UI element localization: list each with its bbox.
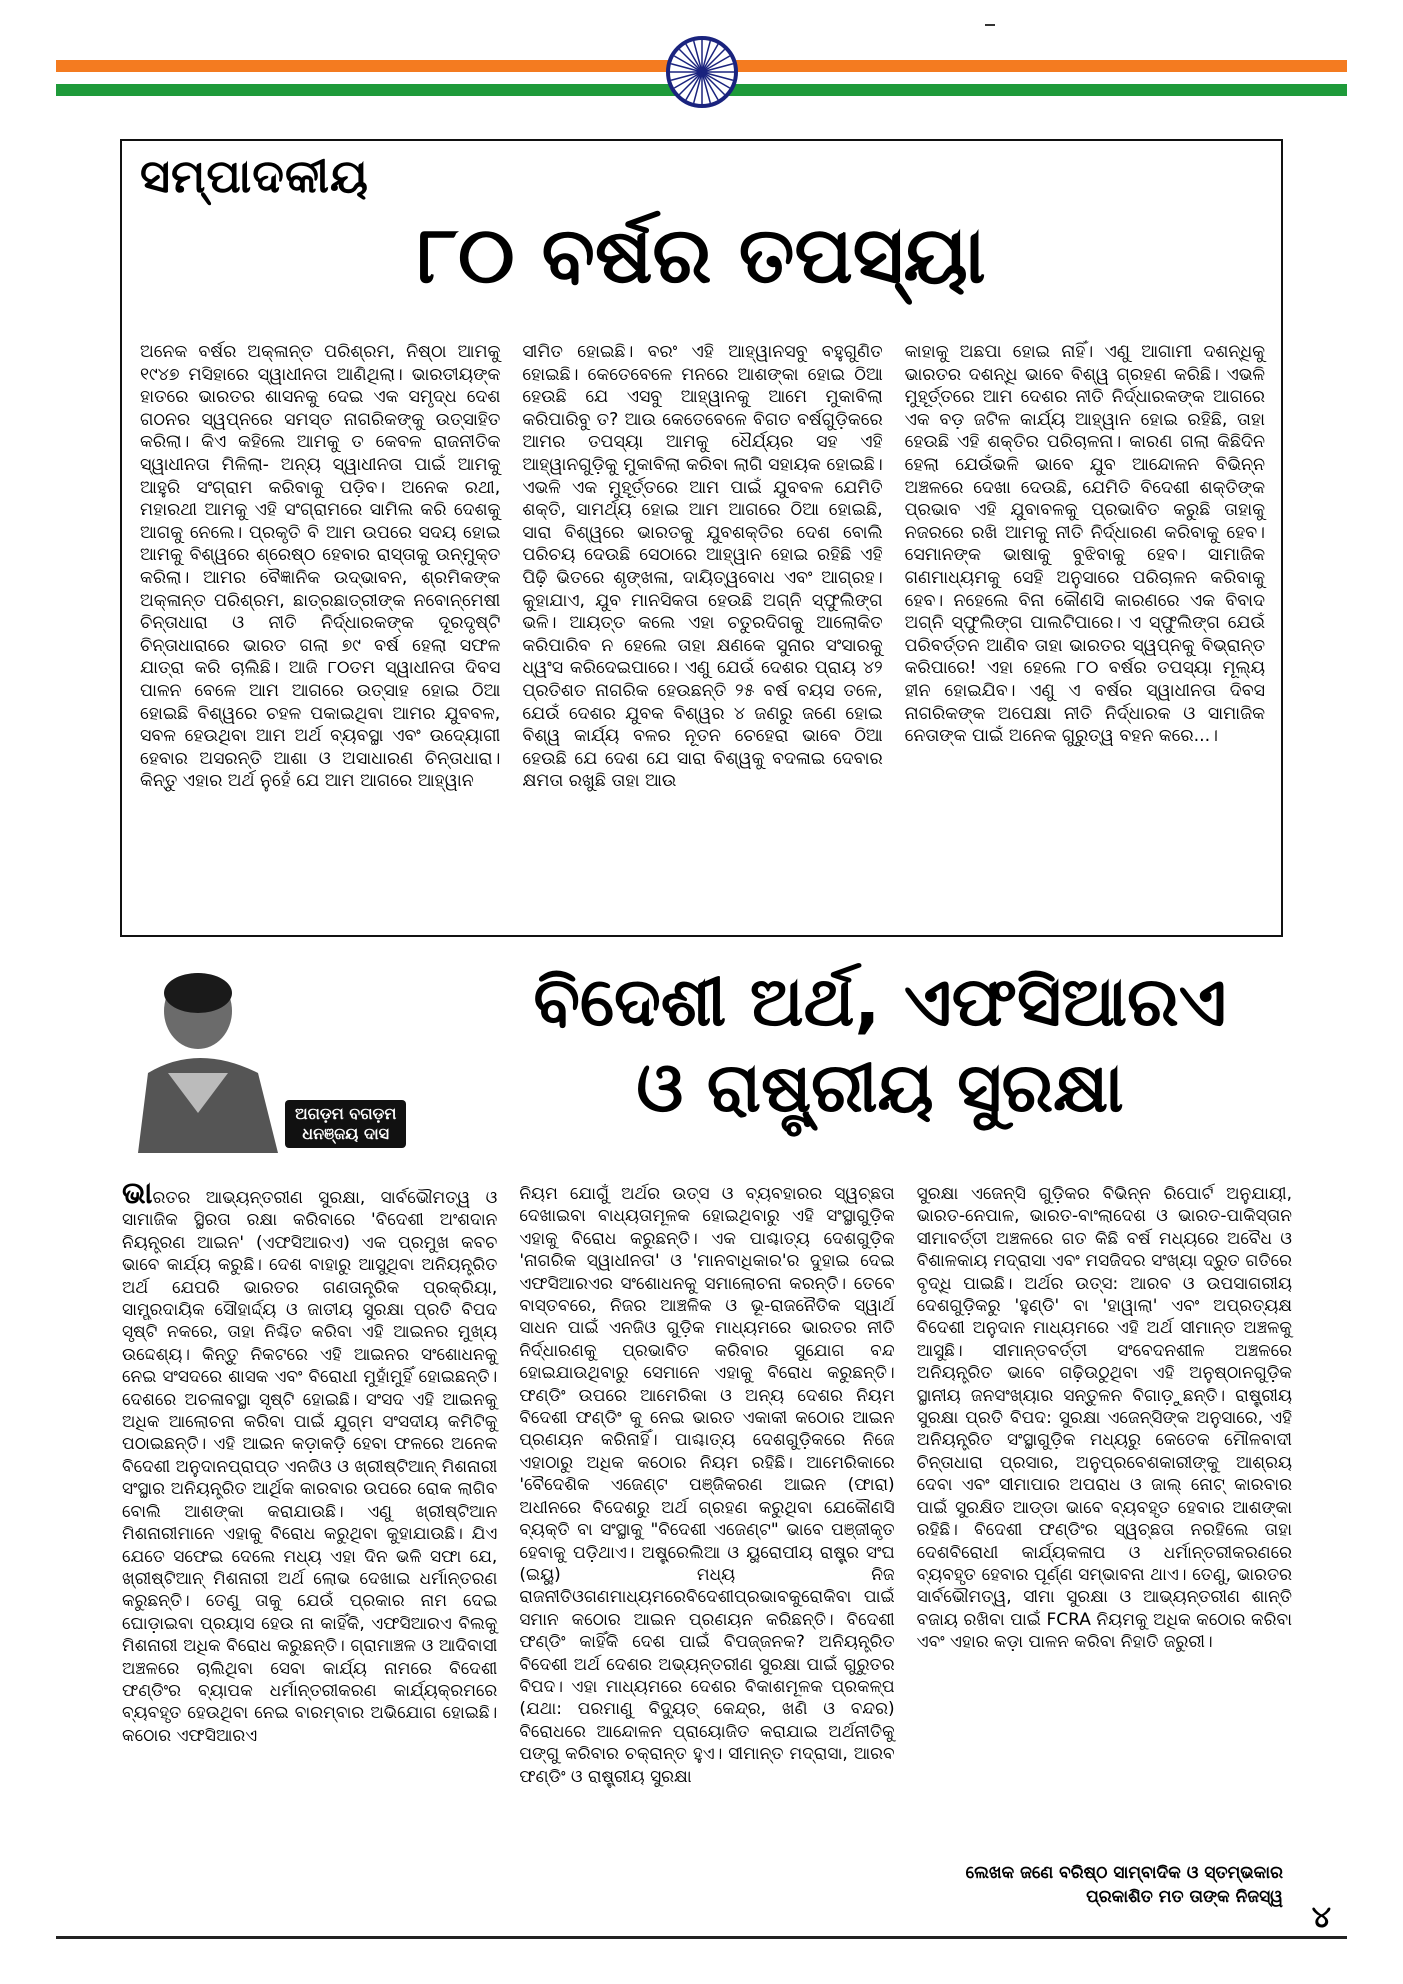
editorial-column-3: କାହାକୁ ଅଛପା ହୋଇ ନାହିଁ। ଏଣୁ ଆଗାମୀ ଦଶନ୍ଧିକୁ ଭାରତର ଦଶନ୍ଧି ଭାବେ ବିଶ୍ୱ ଗ୍ରହଣ କରିଛି। ଏଭଳି ମୁହୂର୍ତ୍ତରେ ଆମ ଦେଶର ନୀତି ନିର୍ଦ୍ଧାରକଙ୍କ ଆଗରେ ଏକ ବଡ଼ ଜଟିଳ କାର୍ଯ୍ୟ ଆହ୍ୱାନ ହୋଇ ରହିଛି, ତାହା ହେଉଛି ଏହି ଶକ୍ତିର ପରିଚାଳନା। କାରଣ ଗଲା କିଛିଦିନ ହେଲା ଯେଉଁଭଳି ଭାବେ ଯୁବ ଆନ୍ଦୋଳନ ବିଭିନ୍ନ ଅଞ୍ଚଳରେ ଦେଖା ଦେଉଛି, ଯେମିତି ବିଦେଶୀ ଶକ୍ତିଙ୍କ ପ୍ରଭାବ ଏହି ଯୁବାବଳକୁ ପ୍ରଭାବିତ କରୁଛି ତାହାକୁ ନଜରରେ ରଖି ଆମକୁ ନୀତି ନିର୍ଦ୍ଧାରଣ କରିବାକୁ ହେବ। ସେମାନଙ୍କ ଭାଷାକୁ ବୁଝିବାକୁ ହେବ। ସାମାଜିକ ଗଣମାଧ୍ୟମକୁ ସେହି ଅନୁସାରେ ପରିଚାଳନ କରିବାକୁ ହେବ। ନହେଲେ ବିନା କୌଣସି କାରଣରେ ଏକ ବିବାଦ ଅଗ୍ନି ସ୍ଫୁଲିଙ୍ଗ ପାଲଟିପାରେ। ଏ ସ୍ଫୁଲିଙ୍ଗ ଯେଉଁ ପରିବର୍ତ୍ତନ ଆଣିବ ତାହା ଭାରତର ସ୍ୱପ୍ନକୁ ବିଭ୍ରାନ୍ତ କରିପାରେ! ଏହା ହେଲେ ୮୦ ବର୍ଷର ତପସ୍ୟା ମୂଲ୍ୟ ହୀନ ହୋଇଯିବ। ଏଣୁ ଏ ବର୍ଷର ସ୍ୱାଧୀନତା ଦିବସ ନାଗରିକଙ୍କ ଅପେକ୍ଷା ନୀତି ନିର୍ଦ୍ଧାରକ ଓ ସାମାଜିକ ନେତାଙ୍କ ପାଇଁ ଅନେକ ଗୁରୁତ୍ୱ ବହନ କରେ...। (904, 342, 1265, 747)
headline-line-2: ଓ ରାଷ୍ଟ୍ରୀୟ ସୁରକ୍ଷା (636, 1049, 1124, 1128)
footnote-line-2: ପ୍ରକାଶିତ ମତ ତାଙ୍କ ନିଜସ୍ୱ (1086, 1887, 1283, 1907)
editorial-section (120, 139, 1283, 937)
article-column-2: ନିୟମ ଯୋଗୁଁ ଅର୍ଥର ଉତ୍ସ ଓ ବ୍ୟବହାରର ସ୍ୱଚ୍ଛତା ଦେଖାଇବା ବାଧ୍ୟତାମୂଳକ ହୋଇଥିବାରୁ ଏହି ସଂସ୍ଥାଗୁଡ଼ିକ ଏହାକୁ ବିରୋଧ କରୁଛନ୍ତି। ଏକ ପାଶ୍ଚାତ୍ୟ ଦେଶଗୁଡ଼ିକ 'ନାଗରିକ ସ୍ୱାଧୀନତା' ଓ 'ମାନବାଧିକାର'ର ଦୁହାଇ ଦେଇ ଏଫସିଆରଏର ସଂଶୋଧନକୁ ସମାଲୋଚନା କରନ୍ତି। ତେବେ ବାସ୍ତବରେ, ନିଜର ଆଞ୍ଚଳିକ ଓ ଭୂ-ରାଜନୈତିକ ସ୍ୱାର୍ଥ ସାଧନ ପାଇଁ ଏନଜିଓ ଗୁଡ଼ିକ ମାଧ୍ୟମରେ ଭାରତର ନୀତି ନିର୍ଦ୍ଧାରଣକୁ ପ୍ରଭାବିତ କରିବାର ସୁଯୋଗ ବନ୍ଦ ହୋଇଯାଉଥିବାରୁ ସେମାନେ ଏହାକୁ ବିରୋଧ କରୁଛନ୍ତି। ଫଣ୍ଡିଂ ଉପରେ ଆମେରିକା ଓ ଅନ୍ୟ ଦେଶର ନିୟମ ବିଦେଶୀ ଫଣ୍ଡିଂ କୁ ନେଇ ଭାରତ ଏକାକୀ କଠୋର ଆଇନ ପ୍ରଣୟନ କରିନାହିଁ। ପାଶ୍ଚାତ୍ୟ ଦେଶଗୁଡ଼ିକରେ ନିଜେ ଏହାଠାରୁ ଅଧିକ କଠୋର ନିୟମ ରହିଛି। ଆମେରିକାରେ 'ବୈଦେଶିକ ଏଜେଣ୍ଟ ପଞ୍ଜିକରଣ ଆଇନ (ଫାରା) ଅଧୀନରେ ବିଦେଶରୁ ଅର୍ଥ ଗ୍ରହଣ କରୁଥିବା ଯେକୌଣସି ବ୍ୟକ୍ତି ବା ସଂସ୍ଥାକୁ "ବିଦେଶୀ ଏଜେଣ୍ଟ" ଭାବେ ପଞ୍ଜୀକୃତ ହେବାକୁ ପଡ଼ିଥାଏ। ଅଷ୍ଟ୍ରେଲିଆ ଓ ୟୁରୋପୀୟ ରାଷ୍ଟ୍ର ସଂଘ (ଇୟୁ) ମଧ୍ୟ ନିଜ ରାଜନୀତିଓଗଣମାଧ୍ୟମରେବିଦେଶୀପ୍ରଭାବକୁରୋକିବା ପାଇଁ ସମାନ କଠୋର ଆଇନ ପ୍ରଣୟନ କରିଛନ୍ତି। ବିଦେଶୀ ଫଣ୍ଡିଂ କାହିଁକି ଦେଶ ପାଇଁ ବିପଜ୍ଜନକ? ଅନିୟନ୍ତ୍ରିତ ବିଦେଶୀ ଅର୍ଥ ଦେଶର ଅଭ୍ୟନ୍ତରୀଣ ସୁରକ୍ଷା ପାଇଁ ଗୁରୁତର ବିପଦ। ଏହା ମାଧ୍ୟମରେ ଦେଶର ବିକାଶମୂଳକ ପ୍ରକଳ୍ପ (ଯଥା: ପରମାଣୁ ବିଦ୍ୟୁତ୍ କେନ୍ଦ୍ର, ଖଣି ଓ ବନ୍ଦର) ବିରୋଧରେ ଆନ୍ଦୋଳନ ପ୍ରାୟୋଜିତ କରାଯାଇ ଅର୍ଥନୀତିକୁ ପଙ୍ଗୁ କରିବାର ଚକ୍ରାନ୍ତ ହୁଏ। ସୀମାନ୍ତ ମଦ୍ରାସା, ଆରବ ଫଣ୍ଡିଂ ଓ ରାଷ୍ଟ୍ରୀୟ ସୁରକ୍ଷା (519, 1184, 895, 1787)
author-tag (285, 1100, 406, 1148)
editorial-column-2: ସୀମିତ ହୋଇଛି। ବରଂ ଏହି ଆହ୍ୱାନସବୁ ବହୁଗୁଣିତ ହୋଇଛି। କେତେବେଳେ ମନରେ ଆଶଙ୍କା ହୋଇ ଠିଆ ହେଉଛି ଯେ ଏସବୁ ଆହ୍ୱାନକୁ ଆମେ ମୁକାବିଲା କରିପାରିବୁ ତ? ଆଉ କେତେବେଳେ ବିଗତ ବର୍ଷଗୁଡ଼ିକରେ ଆମର ତପସ୍ୟା ଆମକୁ ଧୈର୍ଯ୍ୟର ସହ ଏହି ଆହ୍ୱାନଗୁଡ଼ିକୁ ମୁକାବିଲା କରିବା ଲାଗି ସହାୟକ ହୋଇଛି। ଏଭଳି ଏକ ମୁହୂର୍ତ୍ତରେ ଆମ ପାଇଁ ଯୁବବଳ ଯେମିତି ଶକ୍ତି, ସାମର୍ଥ୍ୟ ହୋଇ ଆମ ଆଗରେ ଠିଆ ହୋଇଛି, ସାରା ବିଶ୍ୱରେ ଭାରତକୁ ଯୁବଶକ୍ତିର ଦେଶ ବୋଲି ପରିଚୟ ଦେଉଛି ସେଠାରେ ଆହ୍ୱାନ ହୋଇ ରହିଛି ଏହି ପିଢ଼ି ଭିତରେ ଶୃଙ୍ଖଳା, ଦାୟିତ୍ୱବୋଧ ଏବଂ ଆଗ୍ରହ। କୁହାଯାଏ, ଯୁବ ମାନସିକତା ହେଉଛି ଅଗ୍ନି ସ୍ଫୁଲିଙ୍ଗ ଭଳି। ଆୟତ୍ତ କଲେ ଏହା ଚତୁରଦିଗକୁ ଆଲୋକିତ କରିପାରିବ ନ ହେଲେ ତାହା କ୍ଷଣକେ ସୁନାର ସଂସାରକୁ ଧ୍ୱଂସ କରିଦେଇପାରେ। ଏଣୁ ଯେଉଁ ଦେଶର ପ୍ରାୟ ୪୨ ପ୍ରତିଶତ ନାଗରିକ ହେଉଛନ୍ତି ୨୫ ବର୍ଷ ବୟସ ତଳେ, ଯେଉଁ ଦେଶର ଯୁବକ ବିଶ୍ୱର ୪ ଜଣରୁ ଜଣେ ହୋଇ ବିଶ୍ୱ କାର୍ଯ୍ୟ ବଳର ନୂତନ ଚେହେରା ଭାବେ ଠିଆ ହେଉଛି ଯେ ଦେଶ ଯେ ସାରା ବିଶ୍ୱକୁ ବଦଳାଇ ଦେବାର କ୍ଷମତା ରଖୁଛି ତାହା ଆଉ (522, 342, 883, 792)
author-footnote (966, 1861, 1283, 1909)
column-name: ଅଗଡ଼ମ ବଗଡ଼ମ (295, 1104, 397, 1123)
bottom-rule (56, 1936, 1347, 1939)
editorial-title: ୮୦ ବର୍ଷର ତପସ୍ୟା (417, 211, 986, 301)
page-number: ୪ (1311, 1900, 1331, 1935)
article-column-3: ସୁରକ୍ଷା ଏଜେନ୍ସି ଗୁଡ଼ିକର ବିଭିନ୍ନ ରିପୋର୍ଟ ଅନୁଯାୟୀ, ଭାରତ-ନେପାଳ, ଭାରତ-ବାଂଲାଦେଶ ଓ ଭାରତ-ପାକିସ୍ତାନ ସୀମାବର୍ତ୍ତୀ ଅଞ୍ଚଳରେ ଗତ କିଛି ବର୍ଷ ମଧ୍ୟରେ ଅବୈଧ ଓ ବିଶାଳକାୟ ମଦ୍ରାସା ଏବଂ ମସଜିଦର ସଂଖ୍ୟା ଦ୍ରୁତ ଗତିରେ ବୃଦ୍ଧି ପାଇଛି। ଅର୍ଥର ଉତ୍ସ: ଆରବ ଓ ଉପସାଗରୀୟ ଦେଶଗୁଡ଼ିକରୁ 'ହୁଣ୍ଡି' ବା 'ହାୱାଲା' ଏବଂ ଅପ୍ରତ୍ୟକ୍ଷ ବିଦେଶୀ ଅନୁଦାନ ମାଧ୍ୟମରେ ଏହି ଅର୍ଥ ସୀମାନ୍ତ ଅଞ୍ଚଳକୁ ଆସୁଛି। ସୀମାନ୍ତବର୍ତ୍ତୀ ସଂବେଦନଶୀଳ ଅଞ୍ଚଳରେ ଅନିୟନ୍ତ୍ରିତ ଭାବେ ଗଢ଼ିଉଠୁଥିବା ଏହି ଅନୁଷ୍ଠାନଗୁଡ଼ିକ ସ୍ଥାନୀୟ ଜନସଂଖ୍ୟାର ସନ୍ତୁଳନ ବିଗାଡ଼ୁଛନ୍ତି। ରାଷ୍ଟ୍ରୀୟ ସୁରକ୍ଷା ପ୍ରତି ବିପଦ: ସୁରକ୍ଷା ଏଜେନ୍ସିଙ୍କ ଅନୁସାରେ, ଏହି ଅନିୟନ୍ତ୍ରିତ ସଂସ୍ଥାଗୁଡ଼ିକ ମଧ୍ୟରୁ କେତେକ ମୌଳବାଦୀ ଚିନ୍ତାଧାରା ପ୍ରସାର, ଅନୁପ୍ରବେଶକାରୀଙ୍କୁ ଆଶ୍ରୟ ଦେବା ଏବଂ ସୀମାପାର ଅପରାଧ ଓ ଜାଲ୍ ନୋଟ୍ କାରବାର ପାଇଁ ସୁରକ୍ଷିତ ଆଡ୍ଡା ଭାବେ ବ୍ୟବହୃତ ହେବାର ଆଶଙ୍କା ରହିଛି। ବିଦେଶୀ ଫଣ୍ଡିଂର ସ୍ୱଚ୍ଛତା ନରହିଲେ ତାହା ଦେଶବିରୋଧୀ କାର୍ଯ୍ୟକଳାପ ଓ ଧର୍ମାନ୍ତରୀକରଣରେ ବ୍ୟବହୃତ ହେବାର ପୂର୍ଣ୍ଣ ସମ୍ଭାବନା ଥାଏ। ତେଣୁ, ଭାରତର ସାର୍ବଭୌମତ୍ୱ, ସୀମା ସୁରକ୍ଷା ଓ ଆଭ୍ୟନ୍ତରୀଣ ଶାନ୍ତି ବଜାୟ ରଖିବା ପାଇଁ FCRA ନିୟମକୁ ଅଧିକ କଠୋର କରିବା ଏବଂ ଏହାର କଡ଼ା ପାଳନ କରିବା ନିହାତି ଜରୁରୀ। (916, 1184, 1292, 1653)
article-column-1 (122, 1176, 498, 1788)
author-name: ଧନଞ୍ଜୟ ଦାସ (302, 1124, 390, 1143)
editorial-label: ସମ୍ପାଦକୀୟ (140, 149, 369, 203)
editorial-column-1: ଅନେକ ବର୍ଷର ଅକ୍ଳାନ୍ତ ପରିଶ୍ରମ, ନିଷ୍ଠା ଆମକୁ ୧୯୪୭ ମସିହାରେ ସ୍ୱାଧୀନତା ଆଣିଥିଲା। ଭାରତୀୟଙ୍କ ହାତରେ ଭାରତର ଶାସନକୁ ଦେଇ ଏକ ସମୃଦ୍ଧ ଦେଶ ଗଠନର ସ୍ୱପ୍ନରେ ସମସ୍ତ ନାଗରିକଙ୍କୁ ଉତ୍ସାହିତ କରିଲା। କିଏ କହିଲେ ଆମକୁ ତ କେବଳ ରାଜନୀତିକ ସ୍ୱାଧୀନତା ମିଳିଲା- ଅନ୍ୟ ସ୍ୱାଧୀନତା ପାଇଁ ଆମକୁ ଆହୁରି ସଂଗ୍ରାମ କରିବାକୁ ପଡ଼ିବ। ଅନେକ ରଥୀ, ମହାରଥୀ ଆମକୁ ଏହି ସଂଗ୍ରାମରେ ସାମିଲ କରି ଦେଶକୁ ଆଗକୁ ନେଲେ। ପ୍ରକୃତି ବି ଆମ ଉପରେ ସଦୟ ହୋଇ ଆମକୁ ବିଶ୍ୱରେ ଶ୍ରେଷ୍ଠ ହେବାର ରାସ୍ତାକୁ ଉନ୍ମୁକ୍ତ କରିଲା। ଆମର ବୈଜ୍ଞାନିକ ଉଦ୍ଭାବନ, ଶ୍ରମିକଙ୍କ ଅକ୍ଳାନ୍ତ ପରିଶ୍ରମ, ଛାତ୍ରଛାତ୍ରୀଙ୍କ ନବୋନ୍ମେଷୀ ଚିନ୍ତାଧାରା ଓ ନୀତି ନିର୍ଦ୍ଧାରକଙ୍କ ଦୂରଦୃଷ୍ଟି ଚିନ୍ତାଧାରାରେ ଭାରତ ଗଲା ୭୯ ବର୍ଷ ହେଲା ସଫଳ ଯାତ୍ରା କରି ଚାଲିଛି। ଆଜି ୮୦ତମ ସ୍ୱାଧୀନତା ଦିବସ ପାଳନ ବେଳେ ଆମ ଆଗରେ ଉତ୍ସାହ ହୋଇ ଠିଆ ହୋଇଛି ବିଶ୍ୱରେ ଚହଳ ପକାଇଥିବା ଆମର ଯୁବବଳ, ସବଳ ହେଉଥିବା ଆମ ଅର୍ଥ ବ୍ୟବସ୍ଥା ଏବଂ ଉଦ୍ୟୋଗୀ ହେବାର ଅସରନ୍ତି ଆଶା ଓ ଅସାଧାରଣ ଚିନ୍ତାଧାରା। କିନ୍ତୁ ଏହାର ଅର୍ଥ ନୁହେଁ ଯେ ଆମ ଆଗରେ ଆହ୍ୱାନ (140, 342, 501, 792)
article-headline (470, 960, 1290, 1132)
article-column-1-text: ରତର ଆଭ୍ୟନ୍ତରୀଣ ସୁରକ୍ଷା, ସାର୍ବଭୌମତ୍ୱ ଓ ସାମାଜିକ ସ୍ଥିରତା ରକ୍ଷା କରିବାରେ 'ବିଦେଶୀ ଅଂଶଦାନ ନିୟନ୍ତ୍ରଣ ଆଇନ' (ଏଫସିଆରଏ) ଏକ ପ୍ରମୁଖ କବଚ ଭାବେ କାର୍ଯ୍ୟ କରୁଛି। ଦେଶ ବାହାରୁ ଆସୁଥିବା ଅନିୟନ୍ତ୍ରିତ ଅର୍ଥ ଯେପରି ଭାରତର ଗଣତାନ୍ତ୍ରିକ ପ୍ରକ୍ରିୟା, ସାମ୍ପ୍ରଦାୟିକ ସୌହାର୍ଦ୍ଦ୍ୟ ଓ ଜାତୀୟ ସୁରକ୍ଷା ପ୍ରତି ବିପଦ ସୃଷ୍ଟି ନକରେ, ତାହା ନିଶ୍ଚିତ କରିବା ଏହି ଆଇନର ମୁଖ୍ୟ ଉଦ୍ଦେଶ୍ୟ। କିନ୍ତୁ ନିକଟରେ ଏହି ଆଇନର ସଂଶୋଧନକୁ ନେଇ ସଂସଦରେ ଶାସକ ଏବଂ ବିରୋଧୀ ମୁହାଁମୁହିଁ ହୋଇଛନ୍ତି। ଦେଶରେ ଅଚଳାବସ୍ଥା ସୃଷ୍ଟି ହୋଇଛି। ସଂସଦ ଏହି ଆଇନକୁ ଅଧିକ ଆଲୋଚନା କରିବା ପାଇଁ ଯୁଗ୍ମ ସଂସଦୀୟ କମିଟିକୁ ପଠାଇଛନ୍ତି। ଏହି ଆଇନ କଡ଼ାକଡ଼ି ହେବା ଫଳରେ ଅନେକ ବିଦେଶୀ ଅନୁଦାନପ୍ରାପ୍ତ ଏନଜିଓ ଓ ଖ୍ରୀଷ୍ଟିଆନ୍ ମିଶନାରୀ ସଂସ୍ଥାର ଅନିୟନ୍ତ୍ରିତ ଆର୍ଥିକ କାରବାର ଉପରେ ରୋକ ଲାଗିବ ବୋଲି ଆଶଙ୍କା କରାଯାଉଛି। ଏଣୁ ଖ୍ରୀଷ୍ଟିଆନ ମିଶନାରୀମାନେ ଏହାକୁ ବିରୋଧ କରୁଥିବା କୁହାଯାଉଛି। ଯିଏ ଯେତେ ସଫେଇ ଦେଲେ ମଧ୍ୟ ଏହା ଦିନ ଭଳି ସଫା ଯେ, ଖ୍ରୀଷ୍ଟିଆନ୍ ମିଶନାରୀ ଅର୍ଥ ଲୋଭ ଦେଖାଇ ଧର୍ମାନ୍ତରଣ କରୁଛନ୍ତି। ତେଣୁ ତାକୁ ଯେଉଁ ପ୍ରକାର ନାମ ଦେଇ ଘୋଡ଼ାଇବା ପ୍ରୟାସ ହେଉ ନା କାହିଁକି, ଏଫସିଆରଏ ବିଲକୁ ମିଶନାରୀ ଅଧିକ ବିରୋଧ କରୁଛନ୍ତି। ଗ୍ରାମାଞ୍ଚଳ ଓ ଆଦିବାସୀ ଅଞ୍ଚଳରେ ଚାଲିଥିବା ସେବା କାର୍ଯ୍ୟ ନାମରେ ବିଦେଶୀ ଫଣ୍ଡିଂର ବ୍ୟାପକ ଧର୍ମାନ୍ତରୀକରଣ କାର୍ଯ୍ୟକ୍ରମରେ ବ୍ୟବହୃତ ହେଉଥିବା ନେଇ ବାରମ୍ବାର ଅଭିଯୋଗ ହୋଇଛି। କଠୋର ଏଫସିଆରଏ (122, 1188, 498, 1746)
top-mark (985, 24, 995, 26)
ashoka-chakra-icon (666, 36, 738, 108)
footnote-line-1: ଲେଖକ ଜଣେ ବରିଷ୍ଠ ସାମ୍ବାଦିକ ଓ ସ୍ତମ୍ଭକାର (965, 1863, 1283, 1883)
headline-line-1: ବିଦେଶୀ ଅର୍ଥ, ଏଫସିଆରଏ (533, 963, 1227, 1042)
dropcap: ଭା (122, 1176, 153, 1211)
article-columns (122, 1176, 1292, 1788)
editorial-columns (140, 341, 1265, 793)
